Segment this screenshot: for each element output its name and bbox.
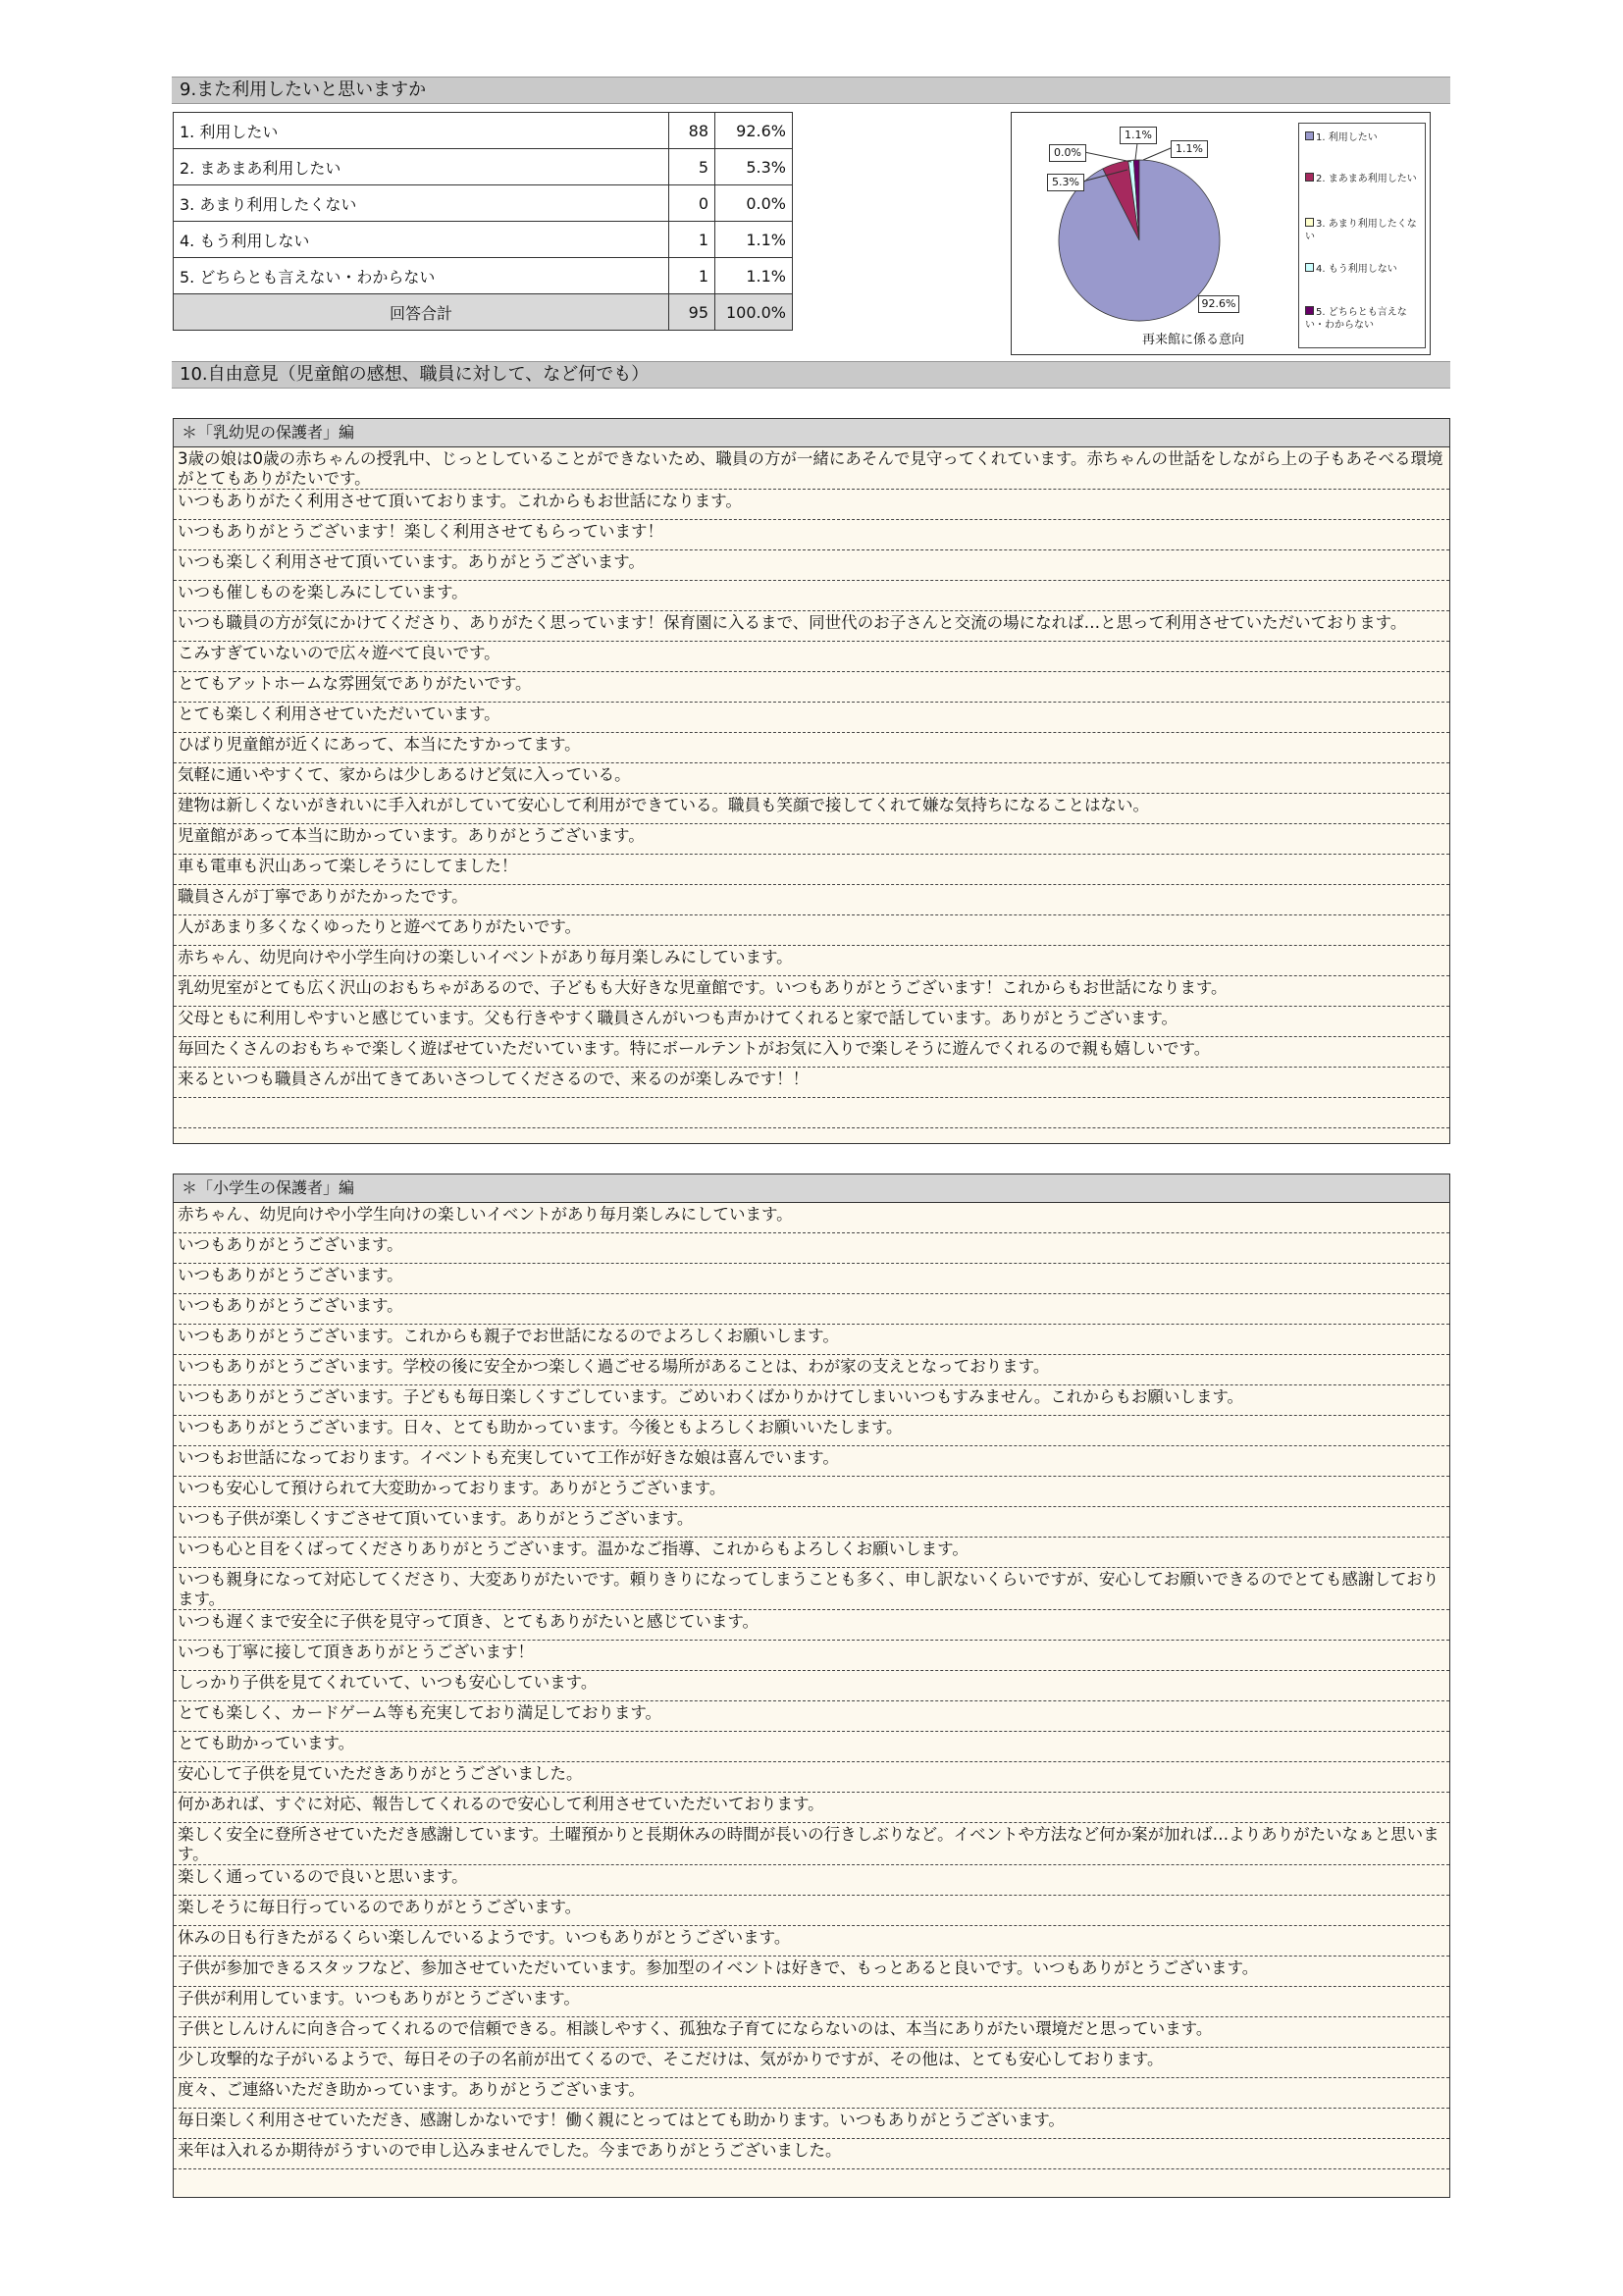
comment-row: 赤ちゃん、幼児向けや小学生向けの楽しいイベントがあり毎月楽しみにしています。 (174, 946, 1449, 976)
option-count: 5 (669, 149, 715, 185)
comment-row: とても楽しく利用させていただいています。 (174, 703, 1449, 733)
comment-row: こみすぎていないので広々遊べて良いです。 (174, 642, 1449, 672)
pie-chart-panel (1011, 112, 1431, 355)
legend-label: 5. どちらとも言えない・わからない (1305, 307, 1407, 331)
comment-row: いつも催しものを楽しみにしています。 (174, 581, 1449, 611)
legend-swatch (1305, 263, 1314, 272)
comment-row: 乳幼児室がとても広く沢山のおもちゃがあるので、子どもも大好きな児童館です。いつもありがとうございます！これからもお世話になります。 (174, 976, 1449, 1007)
legend-swatch (1305, 218, 1314, 227)
leader-line (1084, 152, 1131, 162)
comment-row: 児童館があって本当に助かっています。ありがとうございます。 (174, 824, 1449, 855)
comment-row: いつも子供が楽しくすごさせて頂いています。ありがとうございます。 (174, 1507, 1449, 1538)
legend-label: 3. あまり利用したくない (1305, 219, 1417, 242)
q10-title: 10.自由意見（児童館の感想、職員に対して、など何でも） (180, 364, 650, 385)
legend-item (1305, 131, 1423, 144)
comment-row: いつもありがたく利用させて頂いております。これからもお世話になります。 (174, 490, 1449, 520)
legend-swatch (1305, 306, 1314, 315)
legend-swatch (1305, 131, 1314, 140)
total-count: 95 (669, 294, 715, 331)
comment-row: いつも親身になって対応してくださり、大変ありがたいです。頼りきりになってしまうことも多く、申し訳ないくらいですが、安心してお願いできるのでとても感謝しております。 (174, 1568, 1449, 1610)
comment-row: 楽しく通っているので良いと思います。 (174, 1865, 1449, 1896)
data-label-option-5: 1.1% (1171, 140, 1208, 158)
legend-item (1305, 306, 1423, 332)
q9-header (172, 77, 1450, 104)
comment-list (174, 447, 1449, 1128)
option-label: 4. もう利用しない (174, 222, 669, 258)
comment-row (174, 1098, 1449, 1128)
data-label-option-3: 0.0% (1049, 144, 1086, 162)
comment-row: 父母ともに利用しやすいと感じています。父も行きやすく職員さんがいつも声かけてくれると家で話しています。ありがとうございます。 (174, 1007, 1449, 1037)
chart-legend (1298, 123, 1426, 348)
table-row (174, 222, 793, 258)
comment-row: 毎日楽しく利用させていただき、感謝しかないです！働く親にとってはとても助かります。いつもありがとうございます。 (174, 2109, 1449, 2139)
comment-row: 来年は入れるか期待がうすいので申し込みませんでした。今までありがとうございました。 (174, 2139, 1449, 2169)
infant-parents-comments (173, 418, 1450, 1144)
comment-row: 赤ちゃん、幼児向けや小学生向けの楽しいイベントがあり毎月楽しみにしています。 (174, 1203, 1449, 1233)
legend-item (1305, 263, 1423, 276)
table-row (174, 149, 793, 185)
comment-row: 安心して子供を見ていただきありがとうございました。 (174, 1762, 1449, 1793)
total-percent: 100.0% (715, 294, 793, 331)
comment-row: いつもありがとうございます。 (174, 1233, 1449, 1264)
legend-swatch (1305, 173, 1314, 182)
option-count: 1 (669, 258, 715, 294)
comment-row: 毎回たくさんのおもちゃで楽しく遊ばせていただいています。特にボールテントがお気に入りで楽しそうに遊んでくれるので親も嬉しいです。 (174, 1037, 1449, 1068)
comment-row: 職員さんが丁寧でありがたかったです。 (174, 885, 1449, 915)
comment-row: 楽しく安全に登所させていただき感謝しています。土曜預かりと長期休みの時間が長いの行きしぶりなど。イベントや方法など何か案が加れば…よりありがたいなぁと思います。 (174, 1823, 1449, 1865)
comment-row: とてもアットホームな雰囲気でありがたいです。 (174, 672, 1449, 703)
option-percent: 0.0% (715, 185, 793, 222)
school-section-title: ＊「小学生の保護者」編 (174, 1174, 1449, 1203)
comment-row: いつもありがとうございます！楽しく利用させてもらっています！ (174, 520, 1449, 550)
comment-row: 人があまり多くなくゆったりと遊べてありがたいです。 (174, 915, 1449, 946)
legend-item (1305, 173, 1423, 185)
option-percent: 5.3% (715, 149, 793, 185)
comment-row: いつも職員の方が気にかけてくださり、ありがたく思っています！保育園に入るまで、同世代のお子さんと交流の場になれば…と思って利用させていただいております。 (174, 611, 1449, 642)
comment-row: 子供としんけんに向き合ってくれるので信頼できる。相談しやすく、孤独な子育てにならないのは、本当にありがたい環境だと思っています。 (174, 2017, 1449, 2048)
comment-row: いつもありがとうございます。これからも親子でお世話になるのでよろしくお願いします。 (174, 1325, 1449, 1355)
legend-item (1305, 218, 1423, 243)
data-label-option-2: 5.3% (1047, 174, 1084, 191)
option-percent: 92.6% (715, 113, 793, 149)
leader-line (1143, 148, 1171, 160)
comment-row: 休みの日も行きたがるくらい楽しんでいるようです。いつもありがとうございます。 (174, 1926, 1449, 1957)
comment-list (174, 1203, 1449, 2169)
comment-row: いつも安心して預けられて大変助かっております。ありがとうございます。 (174, 1477, 1449, 1507)
total-row (174, 294, 793, 331)
legend-label: 2. まあまあ利用したい (1316, 174, 1417, 184)
table-row (174, 185, 793, 222)
comment-row: とても楽しく、カードゲーム等も充実しており満足しております。 (174, 1701, 1449, 1732)
comment-row: いつもお世話になっております。イベントも充実していて工作が好きな娘は喜んでいます。 (174, 1446, 1449, 1477)
table-row (174, 113, 793, 149)
option-label: 3. あまり利用したくない (174, 185, 669, 222)
q10-header (172, 361, 1450, 389)
comment-row: いつもありがとうございます。 (174, 1294, 1449, 1325)
comment-row: 度々、ご連絡いただき助かっています。ありがとうございます。 (174, 2078, 1449, 2109)
data-label-option-1: 92.6% (1198, 295, 1239, 313)
comment-row: 来るといつも職員さんが出てきてあいさつしてくださるので、来るのが楽しみです！！ (174, 1068, 1449, 1098)
q9-results-table (173, 112, 793, 331)
comment-row: いつも遅くまで安全に子供を見守って頂き、とてもありがたいと感じています。 (174, 1610, 1449, 1641)
option-count: 1 (669, 222, 715, 258)
comment-row: ひばり児童館が近くにあって、本当にたすかってます。 (174, 733, 1449, 763)
table-row (174, 258, 793, 294)
option-percent: 1.1% (715, 222, 793, 258)
option-label: 2. まあまあ利用したい (174, 149, 669, 185)
infant-section-title: ＊「乳幼児の保護者」編 (174, 419, 1449, 447)
legend-label: 4. もう利用しない (1316, 264, 1397, 275)
total-label: 回答合計 (174, 294, 669, 331)
comment-row: 子供が参加できるスタッフなど、参加させていただいています。参加型のイベントは好きで、もっとあると良いです。いつもありがとうございます。 (174, 1957, 1449, 1987)
comment-row: 車も電車も沢山あって楽しそうにしてました！ (174, 855, 1449, 885)
comment-row: 少し攻撃的な子がいるようで、毎日その子の名前が出てくるので、そこだけは、気がかりですが、その他は、とても安心しております。 (174, 2048, 1449, 2078)
comment-row: いつもありがとうございます。 (174, 1264, 1449, 1294)
legend-label: 1. 利用したい (1316, 132, 1378, 143)
comment-row: 何かあれば、すぐに対応、報告してくれるので安心して利用させていただいております。 (174, 1793, 1449, 1823)
comment-row: 気軽に通いやすくて、家からは少しあるけど気に入っている。 (174, 763, 1449, 794)
comment-row: 3歳の娘は0歳の赤ちゃんの授乳中、じっとしていることができないため、職員の方が一緒にあそんで見守ってくれています。赤ちゃんの世話をしながら上の子もあそべる環境がとてもありがたいです。 (174, 447, 1449, 490)
comment-row: しっかり子供を見てくれていて、いつも安心しています。 (174, 1671, 1449, 1701)
option-count: 88 (669, 113, 715, 149)
comment-row: いつもありがとうございます。学校の後に安全かつ楽しく過ごせる場所があることは、わが家の支えとなっております。 (174, 1355, 1449, 1385)
option-count: 0 (669, 185, 715, 222)
chart-title: 再来館に係る意向 (1141, 333, 1244, 347)
comment-row: いつも心と目をくばってくださりありがとうございます。温かなご指導、これからもよろしくお願いします。 (174, 1538, 1449, 1568)
school-parents-comments (173, 1174, 1450, 2198)
leader-line (1135, 143, 1137, 160)
comment-row: いつも丁寧に接して頂きありがとうございます！ (174, 1641, 1449, 1671)
comment-row: 子供が利用しています。いつもありがとうございます。 (174, 1987, 1449, 2017)
q9-title: 9.また利用したいと思いますか (180, 79, 427, 100)
option-label: 1. 利用したい (174, 113, 669, 149)
data-label-option-4: 1.1% (1120, 127, 1157, 144)
comment-row: 建物は新しくないがきれいに手入れがしていて安心して利用ができている。職員も笑顔で接してくれて嫌な気持ちになることはない。 (174, 794, 1449, 824)
option-percent: 1.1% (715, 258, 793, 294)
comment-row: とても助かっています。 (174, 1732, 1449, 1762)
comment-row: 楽しそうに毎日行っているのでありがとうございます。 (174, 1896, 1449, 1926)
comment-row: いつもありがとうございます。日々、とても助かっています。今後ともよろしくお願いいたします。 (174, 1416, 1449, 1446)
option-label: 5. どちらとも言えない・わからない (174, 258, 669, 294)
comment-row: いつもありがとうございます。子どもも毎日楽しくすごしています。ごめいわくばかりかけてしまいいつもすみません。これからもお願いします。 (174, 1385, 1449, 1416)
comment-row: いつも楽しく利用させて頂いています。ありがとうございます。 (174, 550, 1449, 581)
